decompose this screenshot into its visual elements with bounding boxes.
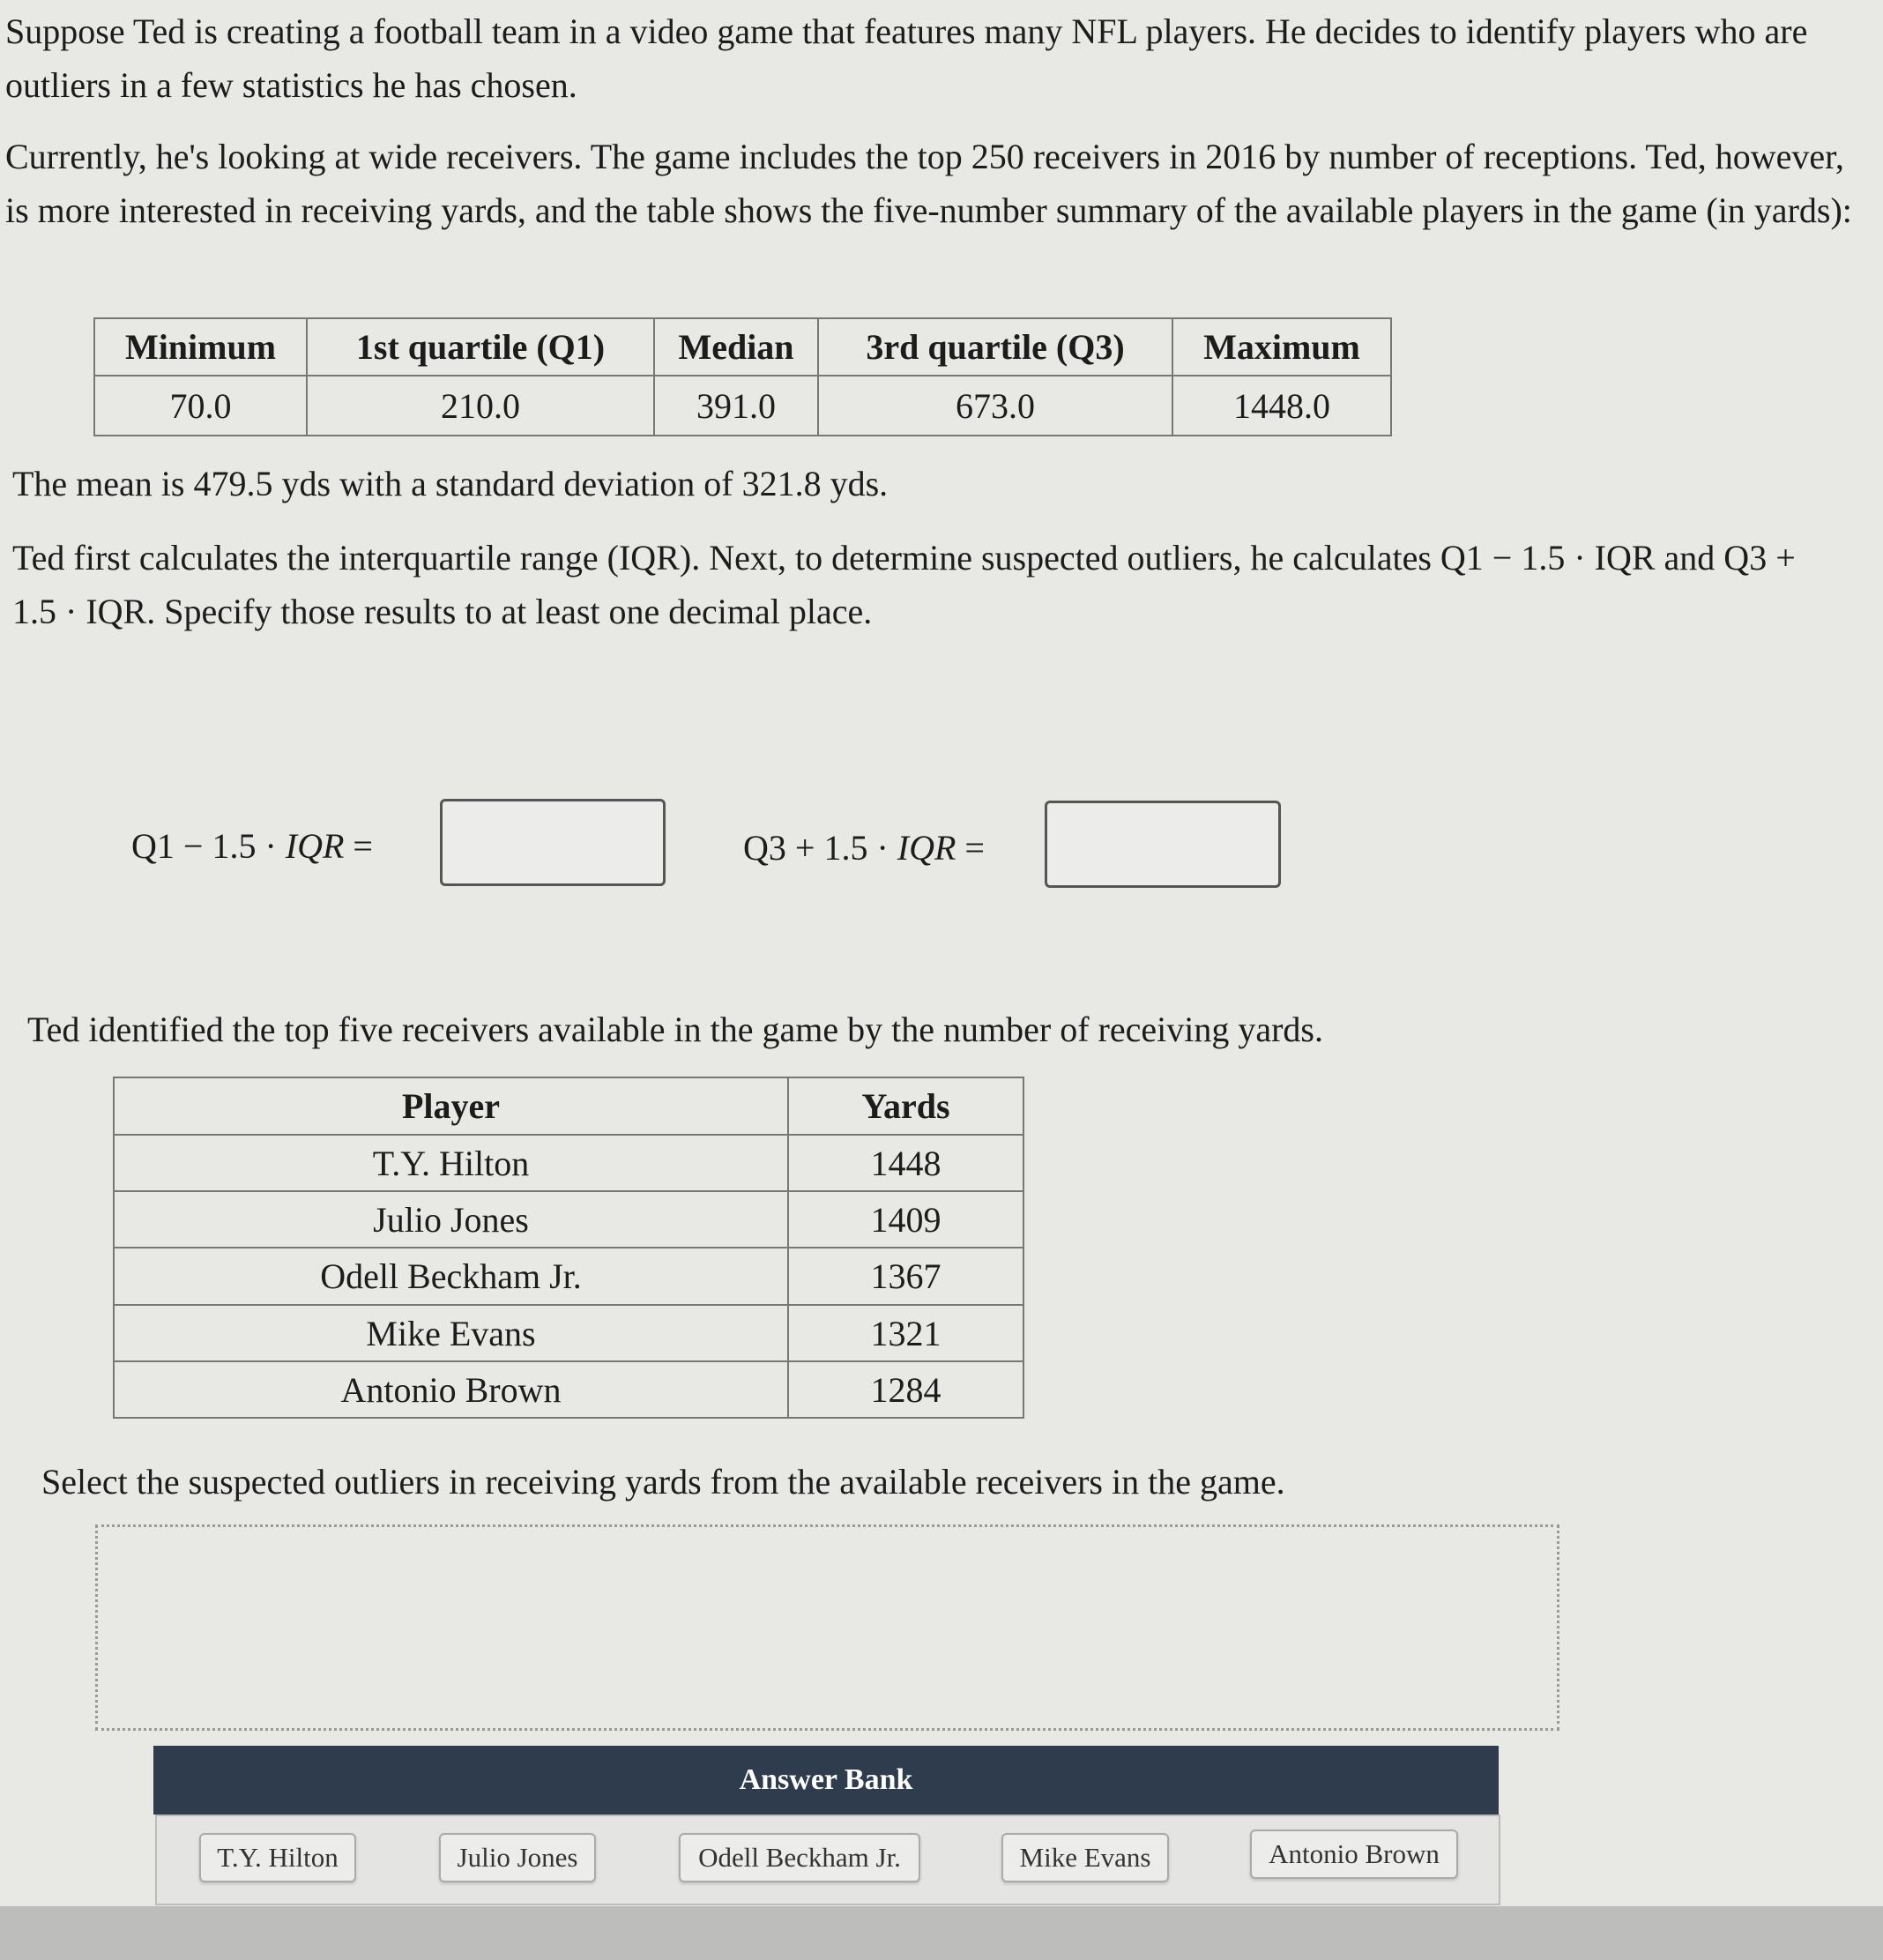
lower-fence-label bbox=[131, 820, 373, 873]
table-row bbox=[114, 1191, 1023, 1248]
answer-chip-ty-hilton[interactable]: T.Y. Hilton bbox=[199, 1833, 356, 1882]
player-yards: 1367 bbox=[788, 1248, 1023, 1305]
player-name: Antonio Brown bbox=[114, 1361, 788, 1418]
mean-text: The mean is 479.5 yds with a standard deviation of 321.8 yds. bbox=[12, 464, 889, 503]
value-q1: 210.0 bbox=[307, 376, 654, 436]
select-instructions: Select the suspected outliers in receiving yards from the available receivers in the game. bbox=[41, 1462, 1285, 1502]
lower-prefix: Q1 − 1.5 · bbox=[131, 826, 286, 866]
player-yards: 1284 bbox=[788, 1361, 1023, 1418]
value-median: 391.0 bbox=[654, 376, 818, 436]
lower-fence-input[interactable] bbox=[440, 799, 666, 886]
table-row bbox=[114, 1305, 1023, 1361]
iqr-symbol: IQR bbox=[897, 828, 956, 868]
player-name: Odell Beckham Jr. bbox=[114, 1248, 788, 1305]
value-q3: 673.0 bbox=[818, 376, 1172, 436]
answer-chip-odell-beckham[interactable]: Odell Beckham Jr. bbox=[679, 1833, 920, 1882]
header-player: Player bbox=[114, 1077, 788, 1135]
player-yards: 1321 bbox=[788, 1305, 1023, 1361]
answer-chip-mike-evans[interactable]: Mike Evans bbox=[1001, 1833, 1169, 1882]
header-yards: Yards bbox=[788, 1077, 1023, 1135]
player-yards: 1409 bbox=[788, 1191, 1023, 1248]
answer-bank-header: Answer Bank bbox=[153, 1746, 1499, 1815]
table-row bbox=[114, 1135, 1023, 1191]
value-maximum: 1448.0 bbox=[1172, 376, 1391, 436]
table-row bbox=[114, 1361, 1023, 1418]
upper-fence-input[interactable] bbox=[1045, 801, 1281, 888]
upper-prefix: Q3 + 1.5 · bbox=[743, 828, 897, 868]
equals-sign: = bbox=[344, 826, 373, 866]
context-paragraph: Currently, he's looking at wide receivers. The game includes the top 250 receivers in 2016 by number of receptions. Ted, however, is more interested in receiving yards, and the table shows the five-number summary of the available players in the game (in yards): bbox=[5, 137, 1852, 230]
equals-sign: = bbox=[956, 828, 985, 868]
player-yards: 1448 bbox=[788, 1135, 1023, 1191]
answer-drop-zone[interactable] bbox=[95, 1524, 1559, 1731]
screen-bezel bbox=[0, 1906, 1883, 1960]
player-name: Julio Jones bbox=[114, 1191, 788, 1248]
upper-fence-label bbox=[743, 822, 985, 875]
iqr-symbol: IQR bbox=[285, 826, 345, 866]
iqr-instructions: Ted first calculates the interquartile range (IQR). Next, to determine suspected outliers, he calculates Q1 − 1.5 · IQR and Q3 + 1.5 · IQR. Specify those results to at least one decimal place. bbox=[12, 538, 1796, 631]
five-number-summary-table bbox=[93, 317, 1392, 436]
header-q1: 1st quartile (Q1) bbox=[307, 318, 654, 376]
answer-chip-antonio-brown[interactable]: Antonio Brown bbox=[1250, 1830, 1458, 1879]
top-five-text: Ted identified the top five receivers available in the game by the number of receiving yards. bbox=[27, 1010, 1323, 1049]
answer-chip-julio-jones[interactable]: Julio Jones bbox=[439, 1833, 596, 1882]
player-name: Mike Evans bbox=[114, 1305, 788, 1361]
table-row bbox=[114, 1248, 1023, 1305]
header-median: Median bbox=[654, 318, 818, 376]
players-table bbox=[113, 1077, 1024, 1419]
value-minimum: 70.0 bbox=[94, 376, 307, 436]
header-minimum: Minimum bbox=[94, 318, 307, 376]
player-name: T.Y. Hilton bbox=[114, 1135, 788, 1191]
intro-paragraph: Suppose Ted is creating a football team in a video game that features many NFL players. He decides to identify players who are outliers in a few statistics he has chosen. bbox=[5, 11, 1808, 105]
header-maximum: Maximum bbox=[1172, 318, 1391, 376]
header-q3: 3rd quartile (Q3) bbox=[818, 318, 1172, 376]
